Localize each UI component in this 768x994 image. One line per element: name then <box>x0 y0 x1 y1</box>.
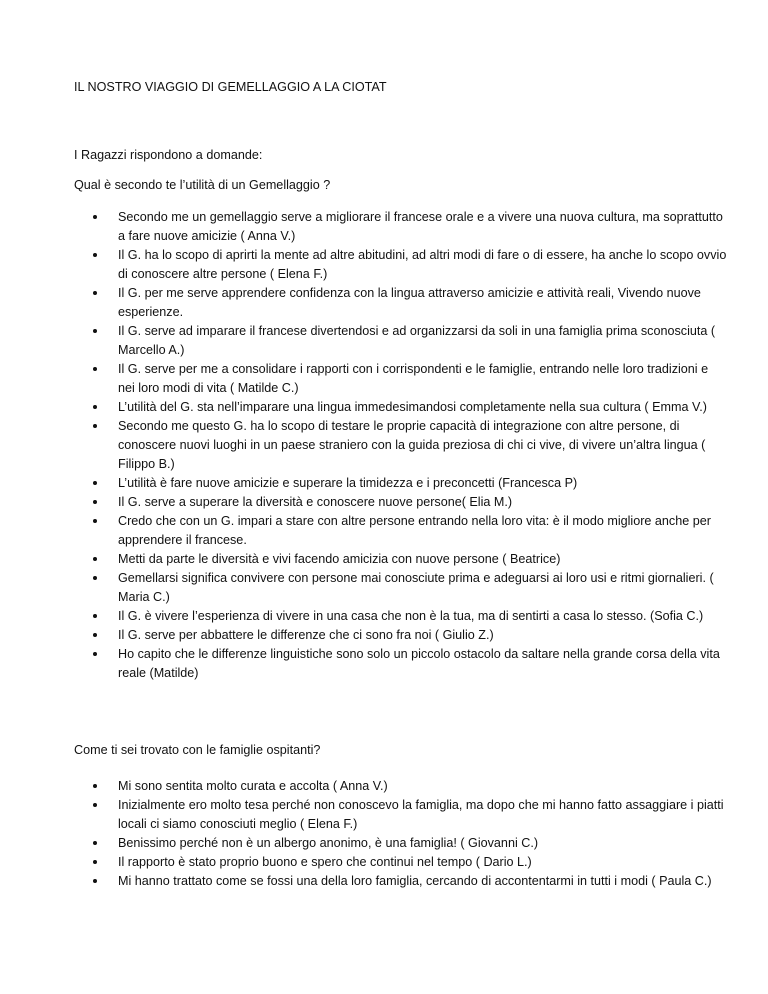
bullet-icon <box>91 569 99 588</box>
list-item <box>118 474 728 493</box>
answer-text: Benissimo perché non è un albergo anonimo, è una famiglia! ( Giovanni C.) <box>118 836 539 850</box>
answer-text: Mi sono sentita molto curata e accolta ( Anna V.) <box>118 779 388 793</box>
answer-text: Il G. per me serve apprendere confidenza con la lingua attraverso amicizie e attività reali, Vivendo nuove esperienze. <box>118 286 701 319</box>
list-item <box>118 607 728 626</box>
bullet-icon <box>91 777 99 796</box>
list-item <box>118 834 728 853</box>
bullet-icon <box>91 607 99 626</box>
list-item <box>118 360 728 398</box>
answers-host-families-list <box>74 777 728 891</box>
answer-text: Secondo me un gemellaggio serve a migliorare il francese orale e a vivere una nuova cultura, ma soprattutto a fare nuove amicizie ( Anna V.) <box>118 210 723 243</box>
answer-text: Il rapporto è stato proprio buono e spero che continui nel tempo ( Dario L.) <box>118 855 532 869</box>
list-item <box>118 550 728 569</box>
intro-text: I Ragazzi rispondono a domande: <box>74 148 263 162</box>
answer-text: Il G. è vivere l’esperienza di vivere in una casa che non è la tua, ma di sentirti a casa lo stesso. (Sofia C.) <box>118 609 704 623</box>
question-host-families: Come ti sei trovato con le famiglie ospitanti? <box>74 743 321 757</box>
answer-text: L’utilità è fare nuove amicizie e superare la timidezza e i preconcetti (Francesca P) <box>118 476 578 490</box>
answer-text: Gemellarsi significa convivere con persone mai conosciute prima e adeguarsi ai loro usi e ritmi giornalieri. ( Maria C.) <box>118 571 714 604</box>
list-item <box>118 872 728 891</box>
list-item <box>118 246 728 284</box>
answer-text: Il G. serve per abbattere le differenze che ci sono fra noi ( Giulio Z.) <box>118 628 494 642</box>
answer-text: Secondo me questo G. ha lo scopo di testare le proprie capacità di integrazione con altre persone, di conoscere nuovi luoghi in un paese straniero con la guida preziosa di chi ci vive, di vivere un’altra lingua ( Filippo B.) <box>118 419 706 471</box>
answer-text: Inizialmente ero molto tesa perché non conoscevo la famiglia, ma dopo che mi hanno fatto assaggiare i piatti locali ci siamo conosciuti meglio ( Elena F.) <box>118 798 724 831</box>
list-item <box>118 626 728 645</box>
bullet-icon <box>91 645 99 664</box>
list-item <box>118 398 728 417</box>
bullet-icon <box>91 284 99 303</box>
list-item <box>118 796 728 834</box>
list-item <box>118 645 728 683</box>
list-item <box>118 853 728 872</box>
bullet-icon <box>91 872 99 891</box>
bullet-icon <box>91 417 99 436</box>
answer-text: Il G. serve a superare la diversità e conoscere nuove persone( Elia M.) <box>118 495 513 509</box>
bullet-icon <box>91 834 99 853</box>
answer-text: L’utilità del G. sta nell’imparare una lingua immedesimandosi completamente nella sua cultura ( Emma V.) <box>118 400 707 414</box>
answer-text: Metti da parte le diversità e vivi facendo amicizia con nuove persone ( Beatrice) <box>118 552 561 566</box>
bullet-icon <box>91 853 99 872</box>
bullet-icon <box>91 398 99 417</box>
list-item <box>118 569 728 607</box>
list-item <box>118 284 728 322</box>
list-item <box>118 208 728 246</box>
question-utility: Qual è secondo te l’utilità di un Gemellaggio ? <box>74 178 331 192</box>
list-item <box>118 512 728 550</box>
bullet-icon <box>91 208 99 227</box>
bullet-icon <box>91 626 99 645</box>
list-item <box>118 417 728 474</box>
bullet-icon <box>91 493 99 512</box>
answer-text: Il G. ha lo scopo di aprirti la mente ad altre abitudini, ad altri modi di fare o di essere, ha anche lo scopo ovvio di conoscere altre persone ( Elena F.) <box>118 248 727 281</box>
answer-text: Mi hanno trattato come se fossi una della loro famiglia, cercando di accontentarmi in tutti i modi ( Paula C.) <box>118 874 712 888</box>
answers-utility-list <box>74 208 728 683</box>
answer-text: Credo che con un G. impari a stare con altre persone entrando nella loro vita: è il modo migliore anche per apprendere il francese. <box>118 514 711 547</box>
bullet-icon <box>91 512 99 531</box>
bullet-icon <box>91 322 99 341</box>
bullet-icon <box>91 474 99 493</box>
answer-text: Ho capito che le differenze linguistiche sono solo un piccolo ostacolo da saltare nella grande corsa della vita reale (Matilde) <box>118 647 720 680</box>
bullet-icon <box>91 246 99 265</box>
bullet-icon <box>91 550 99 569</box>
section-spacer <box>74 683 728 741</box>
list-item <box>118 777 728 796</box>
bullet-icon <box>91 360 99 379</box>
document-title: IL NOSTRO VIAGGIO DI GEMELLAGGIO A LA CIOTAT <box>74 80 387 94</box>
list-item <box>118 322 728 360</box>
answer-text: Il G. serve per me a consolidare i rapporti con i corrispondenti e le famiglie, entrando nelle loro tradizioni e nei loro modi di vita ( Matilde C.) <box>118 362 709 395</box>
list-item <box>118 493 728 512</box>
answer-text: Il G. serve ad imparare il francese divertendosi e ad organizzarsi da soli in una famiglia prima sconosciuta ( Marcello A.) <box>118 324 716 357</box>
bullet-icon <box>91 796 99 815</box>
